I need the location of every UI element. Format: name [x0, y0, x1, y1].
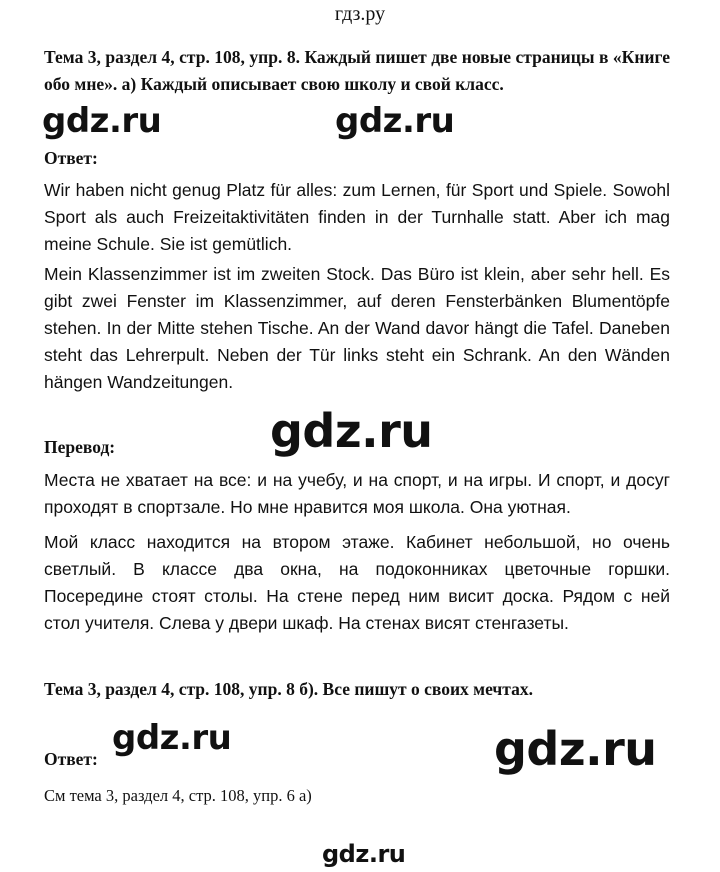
- translation-paragraph-1: Места не хватает на все: и на учебу, и на спорт, и на игры. И спорт, и досуг проходят в спортзале. Но мне нравится моя школа. Она уютная.: [44, 470, 670, 517]
- answer-paragraph-1: Wir haben nicht genug Platz für alles: zum Lernen, für Sport und Spiele. Sowohl Sport als auch Freizeitaktivitäten finden in der Turnhalle statt. Aber ich mag meine Schule. Sie ist gemütlich.: [44, 180, 670, 254]
- translation-paragraph-2: Мой класс находится на втором этаже. Кабинет небольшой, но очень светлый. В классе два окна, на подоконниках цветочные горшки. Посередине стоят столы. На стене перед ним висит доска. Рядом с ней стол учителя. Слева у двери шкаф. На стенах висят стенгазеты.: [44, 532, 670, 633]
- task-heading-8a: Тема 3, раздел 4, стр. 108, упр. 8. Каждый пишет две новые страницы в «Книге обо мне». а) Каждый описывает свою школу и свой класс.: [44, 47, 670, 94]
- answer-label-2: Ответ:: [44, 749, 98, 769]
- answer-label: Ответ:: [44, 148, 98, 168]
- answer-reference: См тема 3, раздел 4, стр. 108, упр. 6 а): [44, 786, 312, 805]
- answer-paragraph-2: Mein Klassenzimmer ist im zweiten Stock. Das Büro ist klein, aber sehr hell. Es gibt zwei Fenster im Klassenzimmer, auf deren Fensterbänken Blumentöpfe stehen. In der Mitte stehen Tische. An der Wand davor hängt die Tafel. Daneben steht das Lehrerpult. Neben der Tür links steht ein Schrank. An den Wänden hängen Wandzeitungen.: [44, 264, 670, 392]
- watermark: gdz.ru: [112, 718, 232, 758]
- translation-label: Перевод:: [44, 437, 116, 457]
- watermark: gdz.ru: [42, 101, 162, 141]
- site-header: гдз.ру: [334, 3, 386, 25]
- watermark: gdz.ru: [322, 840, 406, 868]
- task-heading-8b: Тема 3, раздел 4, стр. 108, упр. 8 б). Все пишут о своих мечтах.: [44, 679, 533, 699]
- watermark: gdz.ru: [270, 404, 433, 458]
- watermark: gdz.ru: [494, 722, 657, 776]
- watermark: gdz.ru: [335, 101, 455, 141]
